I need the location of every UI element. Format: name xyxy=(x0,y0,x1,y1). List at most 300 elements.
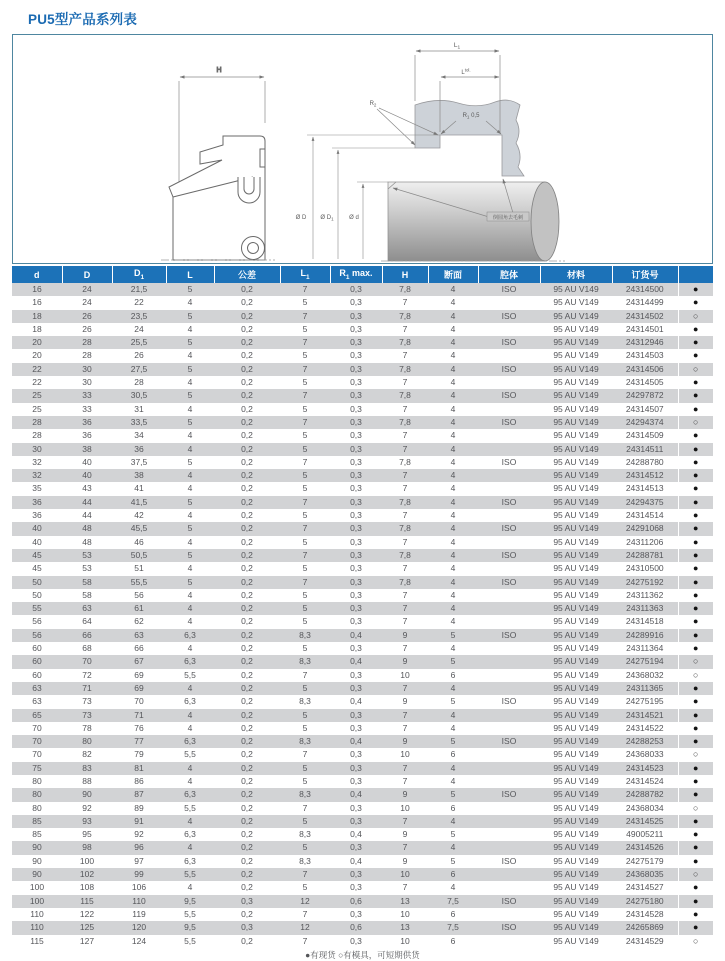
table-row xyxy=(12,549,713,562)
cell-section: 4 xyxy=(450,350,456,361)
cell-material: 95 AU V149 xyxy=(540,815,612,828)
table-row xyxy=(12,695,713,708)
cell-cavity xyxy=(478,349,540,362)
table-row xyxy=(12,828,713,841)
cell-D1: 42 xyxy=(134,510,144,521)
cell-H: 9 xyxy=(402,829,408,840)
stock-dot-filled: ● xyxy=(693,456,699,467)
cell-order-no: 24311363 xyxy=(612,602,678,615)
cell-tolerance: 0,2 xyxy=(214,815,280,828)
product-table-wrap xyxy=(12,266,713,948)
cell-cavity xyxy=(478,602,540,615)
cell-R1max: 0,3 xyxy=(350,323,362,334)
cell-D1: 63 xyxy=(112,629,166,642)
stock-dot-filled: ● xyxy=(693,643,699,654)
cell-section: 5 xyxy=(428,655,478,668)
cell-L1: 5 xyxy=(302,616,308,627)
table-row xyxy=(12,762,713,775)
cell-D1: 69 xyxy=(112,682,166,695)
cell-tolerance: 0,2 xyxy=(214,549,280,562)
cell-D1: 46 xyxy=(134,536,144,547)
stock-dot-filled: ● xyxy=(693,350,699,361)
cell-cavity xyxy=(478,443,540,456)
col-header-L: L xyxy=(166,266,214,283)
cell-H: 9 xyxy=(402,696,408,707)
cell-L: 9,5 xyxy=(166,921,214,934)
cell-tolerance: 0,2 xyxy=(214,788,280,801)
cell-R1max: 0,3 xyxy=(330,841,382,854)
dim-dia-D-label: Ø D xyxy=(295,215,307,221)
cell-R1max: 0,3 xyxy=(350,616,362,627)
cell-tolerance: 0,2 xyxy=(241,323,253,334)
cell-L1: 7 xyxy=(280,363,330,376)
cell-section: 5 xyxy=(450,855,456,866)
cell-order-no: 24314527 xyxy=(625,882,664,893)
cell-D1: 45,5 xyxy=(112,522,166,535)
table-row xyxy=(12,669,713,682)
cell-D: 48 xyxy=(82,536,92,547)
cell-L: 6,3 xyxy=(166,735,214,748)
cell-L: 4 xyxy=(187,616,193,627)
cell-d: 75 xyxy=(12,762,62,775)
cell-D: 73 xyxy=(62,709,112,722)
cell-section: 4 xyxy=(450,323,456,334)
cell-D: 64 xyxy=(82,616,92,627)
cell-D1: 27,5 xyxy=(112,363,166,376)
cell-D: 98 xyxy=(62,841,112,854)
cell-R1max: 0,4 xyxy=(330,788,382,801)
cell-R1max: 0,4 xyxy=(350,829,362,840)
cell-order-no: 24288782 xyxy=(612,788,678,801)
cell-material: 95 AU V149 xyxy=(553,297,599,308)
cell-L: 5 xyxy=(166,336,214,349)
cell-D1: 36 xyxy=(112,443,166,456)
cell-D: 100 xyxy=(79,855,95,866)
cell-material: 95 AU V149 xyxy=(553,935,599,946)
cell-tolerance: 0,2 xyxy=(214,602,280,615)
cell-cavity xyxy=(478,935,540,948)
cell-d: 32 xyxy=(12,469,62,482)
cell-R1max: 0,3 xyxy=(330,389,382,402)
col-header-d: d xyxy=(12,266,62,283)
cell-tolerance: 0,2 xyxy=(214,868,280,881)
table-row xyxy=(12,855,713,868)
cell-order-no: 24314502 xyxy=(612,310,678,323)
cell-material: 95 AU V149 xyxy=(553,403,599,414)
cell-order-no: 24314525 xyxy=(612,815,678,828)
cell-section: 4 xyxy=(428,283,478,296)
cell-stock xyxy=(678,748,713,761)
cell-d: 36 xyxy=(12,496,62,509)
cell-d: 28 xyxy=(32,430,42,441)
cell-L: 4 xyxy=(187,536,193,547)
shaft xyxy=(388,182,559,261)
cell-D1: 76 xyxy=(134,722,144,733)
cell-stock xyxy=(678,881,713,894)
cell-H: 7 xyxy=(402,563,408,574)
technical-diagram-box xyxy=(12,34,713,264)
cell-order-no: 24368033 xyxy=(625,749,664,760)
cell-d: 22 xyxy=(12,363,62,376)
cell-material: 95 AU V149 xyxy=(540,868,612,881)
cell-L: 6,3 xyxy=(166,788,214,801)
cell-tolerance: 0,2 xyxy=(241,802,253,813)
cell-material: 95 AU V149 xyxy=(540,629,612,642)
cell-L: 4 xyxy=(187,403,193,414)
cell-section: 5 xyxy=(428,788,478,801)
stock-dot-filled: ● xyxy=(693,603,699,614)
cell-H: 7,8 xyxy=(382,363,428,376)
cell-D: 44 xyxy=(62,496,112,509)
cell-H: 7 xyxy=(402,377,408,388)
stock-dot-open: ○ xyxy=(693,749,699,760)
cell-D: 83 xyxy=(62,762,112,775)
cell-stock xyxy=(678,482,713,495)
cell-d: 35 xyxy=(32,483,42,494)
table-row xyxy=(12,881,713,894)
cell-L1: 5 xyxy=(280,443,330,456)
cell-section: 4 xyxy=(428,522,478,535)
cell-material: 95 AU V149 xyxy=(553,350,599,361)
cell-R1max: 0,3 xyxy=(350,749,362,760)
table-row xyxy=(12,815,713,828)
cell-order-no: 24311362 xyxy=(626,589,664,600)
cell-D1: 26 xyxy=(134,350,144,361)
cell-tolerance: 0,2 xyxy=(241,430,253,441)
cell-D1: 33,5 xyxy=(112,416,166,429)
cell-H: 7 xyxy=(382,709,428,722)
stock-dot-filled: ● xyxy=(693,510,699,521)
cell-material: 95 AU V149 xyxy=(553,589,599,600)
stock-dot-open: ○ xyxy=(693,935,699,946)
cell-d: 80 xyxy=(32,802,42,813)
cell-L1: 7 xyxy=(302,908,308,919)
cell-D1: 106 xyxy=(131,882,147,893)
cell-tolerance: 0,2 xyxy=(241,908,253,919)
cell-cavity xyxy=(478,509,540,522)
table-row xyxy=(12,456,713,469)
cell-D: 90 xyxy=(62,788,112,801)
table-header-row xyxy=(12,266,713,283)
stock-dot-filled: ● xyxy=(693,775,699,786)
cell-material: 95 AU V149 xyxy=(553,377,599,388)
cell-stock xyxy=(678,921,713,934)
cell-tolerance: 0,3 xyxy=(214,921,280,934)
cell-stock xyxy=(678,855,713,868)
cell-cavity xyxy=(478,868,540,881)
stock-dot-filled: ● xyxy=(693,523,699,534)
col-header-cavity: 腔体 xyxy=(478,266,540,283)
cell-R1max: 0,3 xyxy=(350,483,362,494)
cell-D1: 38 xyxy=(112,469,166,482)
cell-H: 7,8 xyxy=(382,522,428,535)
cell-material: 95 AU V149 xyxy=(540,549,612,562)
cell-cavity: ISO xyxy=(478,283,540,296)
cell-order-no: 24275180 xyxy=(612,895,678,908)
cell-section: 6 xyxy=(450,802,456,813)
stock-dot-filled: ● xyxy=(693,430,699,441)
cell-D1: 30,5 xyxy=(112,389,166,402)
stock-dot-filled: ● xyxy=(693,284,699,294)
cell-material: 95 AU V149 xyxy=(540,389,612,402)
page-title: PU5型产品系列表 xyxy=(28,12,138,27)
col-header-D: D xyxy=(62,266,112,283)
stock-dot-filled: ● xyxy=(693,576,699,587)
cell-d: 18 xyxy=(12,310,62,323)
cell-H: 7,8 xyxy=(382,416,428,429)
cell-H: 7 xyxy=(402,403,408,414)
cell-cavity xyxy=(478,323,540,336)
cell-tolerance: 0,2 xyxy=(241,456,253,467)
cell-stock xyxy=(678,389,713,402)
cell-L: 4 xyxy=(187,882,193,893)
cell-d: 45 xyxy=(12,549,62,562)
cell-material: 95 AU V149 xyxy=(553,855,599,866)
cell-D1: 89 xyxy=(134,802,144,813)
cell-H: 7,8 xyxy=(382,283,428,296)
cell-D1: 62 xyxy=(134,616,144,627)
cell-tolerance: 0,2 xyxy=(241,775,253,786)
cell-order-no: 24314506 xyxy=(612,363,678,376)
cell-R1max: 0,3 xyxy=(330,815,382,828)
stock-dot-filled: ● xyxy=(693,337,699,348)
cell-stock xyxy=(678,562,713,575)
stock-dot-filled: ● xyxy=(693,682,699,693)
cell-stock xyxy=(678,828,713,841)
cell-d: 45 xyxy=(32,563,42,574)
table-row xyxy=(12,868,713,881)
cell-section: 4 xyxy=(428,762,478,775)
cell-D: 70 xyxy=(62,655,112,668)
stock-dot-filled: ● xyxy=(693,377,699,388)
cell-stock xyxy=(678,536,713,549)
housing-section xyxy=(415,100,524,176)
cell-cavity xyxy=(478,376,540,389)
cell-H: 7,8 xyxy=(382,549,428,562)
cell-R1max: 0,3 xyxy=(330,443,382,456)
cell-L: 4 xyxy=(166,762,214,775)
cell-stock xyxy=(678,310,713,323)
cell-H: 7 xyxy=(402,722,408,733)
stock-dot-filled: ● xyxy=(693,829,699,840)
cell-material: 95 AU V149 xyxy=(553,563,599,574)
cell-order-no: 24314511 xyxy=(612,443,678,456)
cell-cavity xyxy=(478,403,540,416)
cell-L1: 7 xyxy=(280,283,330,296)
table-row xyxy=(12,655,713,668)
cell-d: 50 xyxy=(12,576,62,589)
cell-d: 80 xyxy=(12,788,62,801)
cell-D: 28 xyxy=(62,336,112,349)
cell-D1: 124 xyxy=(131,935,147,946)
cell-L: 5 xyxy=(166,283,214,296)
cell-D: 93 xyxy=(62,815,112,828)
cell-material: 95 AU V149 xyxy=(553,643,599,654)
cell-material: 95 AU V149 xyxy=(540,496,612,509)
cell-D1: 119 xyxy=(132,908,146,919)
cell-section: 6 xyxy=(450,669,456,680)
cell-R1max: 0,3 xyxy=(350,510,362,521)
cell-D1: 21,5 xyxy=(112,283,166,296)
cell-D: 115 xyxy=(62,895,112,908)
stock-dot-filled: ● xyxy=(693,549,699,560)
cell-L1: 7 xyxy=(280,336,330,349)
cell-section: 4 xyxy=(428,682,478,695)
cell-order-no: 24314512 xyxy=(612,469,678,482)
seal-technical-drawing xyxy=(13,35,711,262)
stock-dot-open: ○ xyxy=(693,656,699,667)
cell-material: 95 AU V149 xyxy=(540,895,612,908)
cell-cavity: ISO xyxy=(478,496,540,509)
cell-R1max: 0,3 xyxy=(350,589,362,600)
dim-dia-d-label: Ø d xyxy=(349,215,359,221)
cell-stock xyxy=(678,549,713,562)
cell-L: 4 xyxy=(187,589,193,600)
cell-H: 7 xyxy=(402,536,408,547)
cell-section: 4 xyxy=(428,709,478,722)
cell-cavity xyxy=(478,562,540,575)
cell-order-no: 24314513 xyxy=(625,483,664,494)
cell-order-no: 24314500 xyxy=(612,283,678,296)
cell-L: 4 xyxy=(187,775,193,786)
cell-L1: 5 xyxy=(302,536,308,547)
cell-stock xyxy=(678,589,713,602)
stock-dot-open: ○ xyxy=(693,869,699,880)
table-row xyxy=(12,788,713,801)
cell-tolerance: 0,2 xyxy=(241,829,253,840)
cell-L: 9,5 xyxy=(166,895,214,908)
dim-dia-D1-label: Ø $D_1$ xyxy=(320,215,334,222)
cell-order-no: 24265869 xyxy=(612,921,678,934)
cell-L1: 7 xyxy=(280,868,330,881)
cell-section: 4 xyxy=(450,483,456,494)
cell-section: 4 xyxy=(428,416,478,429)
col-header-R1max: $R_1$ max. xyxy=(330,266,382,283)
cell-R1max: 0,4 xyxy=(330,629,382,642)
cell-R1max: 0,3 xyxy=(330,549,382,562)
cell-H: 10 xyxy=(400,908,410,919)
cell-H: 7 xyxy=(382,762,428,775)
cell-d: 18 xyxy=(32,323,42,334)
cell-d: 110 xyxy=(12,921,62,934)
cell-cavity xyxy=(478,296,540,309)
cell-L1: 5 xyxy=(302,297,308,308)
cell-L: 5,5 xyxy=(184,802,196,813)
cell-material: 95 AU V149 xyxy=(540,310,612,323)
cell-material: 95 AU V149 xyxy=(553,536,599,547)
cell-D1: 31 xyxy=(134,403,144,414)
cell-D: 78 xyxy=(82,722,92,733)
table-row xyxy=(12,935,713,948)
cell-L1: 8,3 xyxy=(299,829,311,840)
cell-order-no: 24368034 xyxy=(625,802,664,813)
cell-R1max: 0,3 xyxy=(350,297,362,308)
cell-d: 40 xyxy=(12,522,62,535)
cell-D: 108 xyxy=(79,882,95,893)
cell-d: 90 xyxy=(32,855,42,866)
cell-L1: 5 xyxy=(302,377,308,388)
cell-tolerance: 0,2 xyxy=(241,350,253,361)
cell-H: 7 xyxy=(382,682,428,695)
cell-D1: 86 xyxy=(134,775,144,786)
cell-D: 63 xyxy=(62,602,112,615)
cell-L1: 5 xyxy=(280,469,330,482)
cell-L1: 5 xyxy=(302,510,308,521)
cell-L: 4 xyxy=(187,377,193,388)
cell-cavity: ISO xyxy=(478,629,540,642)
cell-D: 24 xyxy=(82,297,92,308)
table-row xyxy=(12,802,713,815)
cell-stock xyxy=(678,615,713,628)
cell-L1: 8,3 xyxy=(299,855,311,866)
cell-material: 95 AU V149 xyxy=(553,323,599,334)
cell-H: 7 xyxy=(402,297,408,308)
cell-tolerance: 0,2 xyxy=(214,336,280,349)
cell-D: 38 xyxy=(62,443,112,456)
cell-D: 71 xyxy=(62,682,112,695)
cell-D1: 81 xyxy=(112,762,166,775)
cell-stock xyxy=(678,722,713,735)
cell-cavity xyxy=(478,722,540,735)
cell-cavity xyxy=(478,762,540,775)
cell-stock xyxy=(678,735,713,748)
cell-material: 95 AU V149 xyxy=(553,456,599,467)
cell-section: 4 xyxy=(428,389,478,402)
stock-dot-filled: ● xyxy=(693,722,699,733)
dim-h-label: H xyxy=(216,67,222,74)
cell-R1max: 0,3 xyxy=(330,682,382,695)
cell-order-no: 24275192 xyxy=(612,576,678,589)
cell-cavity: ISO xyxy=(478,310,540,323)
cell-H: 7 xyxy=(382,443,428,456)
cell-R1max: 0,3 xyxy=(350,350,362,361)
cell-tolerance: 0,2 xyxy=(241,377,253,388)
cell-d: 115 xyxy=(30,935,44,946)
cell-H: 7 xyxy=(402,775,408,786)
cell-section: 4 xyxy=(450,536,456,547)
cell-D: 122 xyxy=(79,908,95,919)
cell-cavity: ISO xyxy=(478,921,540,934)
cell-D: 58 xyxy=(62,576,112,589)
cell-d: 63 xyxy=(12,682,62,695)
cell-L1: 5 xyxy=(302,589,308,600)
stock-dot-filled: ● xyxy=(693,709,699,720)
cell-D1: 23,5 xyxy=(112,310,166,323)
cell-L: 4 xyxy=(187,563,193,574)
cell-D: 26 xyxy=(82,323,92,334)
cell-D1: 50,5 xyxy=(112,549,166,562)
cell-material: 95 AU V149 xyxy=(540,416,612,429)
cell-H: 10 xyxy=(400,802,410,813)
cell-H: 7 xyxy=(402,882,408,893)
cell-tolerance: 0,2 xyxy=(214,682,280,695)
cell-H: 9 xyxy=(382,629,428,642)
cell-tolerance: 0,2 xyxy=(214,841,280,854)
cell-R1max: 0,3 xyxy=(350,563,362,574)
cell-d: 25 xyxy=(12,389,62,402)
table-row xyxy=(12,496,713,509)
cell-D1: 61 xyxy=(112,602,166,615)
cell-tolerance: 0,2 xyxy=(214,762,280,775)
cell-D: 80 xyxy=(62,735,112,748)
stock-dot-filled: ● xyxy=(693,323,699,334)
cell-D1: 70 xyxy=(134,696,144,707)
stock-dot-filled: ● xyxy=(693,815,699,826)
cell-H: 7,8 xyxy=(382,336,428,349)
cell-cavity: ISO xyxy=(501,456,517,467)
cell-d: 90 xyxy=(12,841,62,854)
cell-section: 4 xyxy=(428,549,478,562)
